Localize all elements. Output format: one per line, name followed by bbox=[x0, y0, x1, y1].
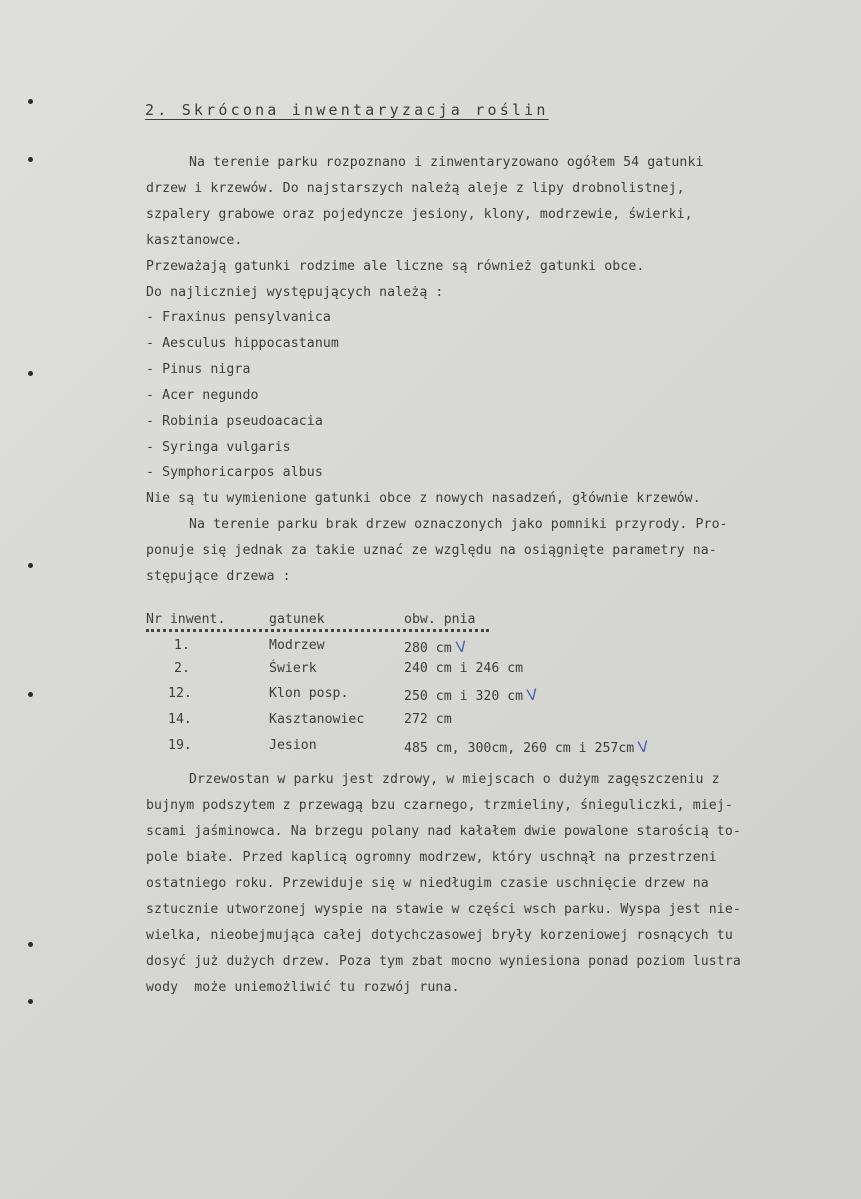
cell-obwod: 240 cm i 246 cm bbox=[404, 661, 524, 676]
dotted-divider bbox=[146, 629, 489, 632]
text-line: kasztanowce. bbox=[146, 233, 243, 248]
table-row bbox=[146, 686, 706, 706]
text-line: wielka, nieobejmująca całej dotychczasowej bryły korzeniowej rosnących tu bbox=[146, 928, 733, 943]
cell-gatunek: Świerk bbox=[269, 661, 317, 676]
text-line: drzew i krzewów. Do najstarszych należą aleje z lipy drobnolistnej, bbox=[146, 181, 685, 196]
table-row bbox=[146, 638, 706, 658]
species-list-item: - Acer negundo bbox=[146, 388, 259, 403]
table-row bbox=[146, 712, 706, 732]
cell-gatunek: Kasztanowiec bbox=[269, 712, 365, 727]
species-list-item: - Pinus nigra bbox=[146, 362, 251, 377]
text-line: Do najliczniej występujących należą : bbox=[146, 285, 444, 300]
punch-hole-mark bbox=[28, 99, 33, 104]
species-list-item: - Aesculus hippocastanum bbox=[146, 336, 339, 351]
header-gatunek: gatunek bbox=[269, 612, 325, 627]
text-line: wody może uniemożliwić tu rozwój runa. bbox=[146, 980, 460, 995]
cell-nr: 14. bbox=[168, 712, 192, 727]
cell-gatunek: Jesion bbox=[269, 738, 317, 753]
cell-nr: 1. bbox=[174, 638, 190, 653]
cell-obwod: 272 cm bbox=[404, 712, 452, 727]
text-line: szpalery grabowe oraz pojedyncze jesiony, klony, modrzewie, świerki, bbox=[146, 207, 693, 222]
text-line: Nie są tu wymienione gatunki obce z nowych nasadzeń, głównie krzewów. bbox=[146, 491, 701, 506]
cell-obwod: 280 cm bbox=[404, 641, 452, 656]
header-obwod: obw. pnia bbox=[404, 612, 476, 627]
cell-gatunek: Klon posp. bbox=[269, 686, 349, 701]
cell-nr: 19. bbox=[168, 738, 192, 753]
cell-obwod: 485 cm, 300cm, 260 cm i 257cm bbox=[404, 741, 635, 756]
cell-nr: 2. bbox=[174, 661, 190, 676]
punch-hole-mark bbox=[28, 371, 33, 376]
cell-obwod-wrap bbox=[404, 738, 649, 756]
table-row bbox=[146, 738, 706, 758]
text-line: ostatniego roku. Przewiduje się w niedługim czasie uschnięcie drzew na bbox=[146, 876, 709, 891]
text-line: dosyć już dużych drzew. Poza tym zbat mocno wyniesiona ponad poziom lustra bbox=[146, 954, 741, 969]
species-list-item: - Syringa vulgaris bbox=[146, 440, 291, 455]
text-line: sztucznie utworzonej wyspie na stawie w części wsch parku. Wyspa jest nie- bbox=[146, 902, 741, 917]
species-list-item: - Fraxinus pensylvanica bbox=[146, 310, 331, 325]
text-line: ponuje się jednak za takie uznać ze względu na osiągnięte parametry na- bbox=[146, 543, 717, 558]
handwritten-check-mark: V bbox=[525, 685, 539, 705]
header-nr: Nr inwent. bbox=[146, 612, 226, 627]
handwritten-check-mark: V bbox=[454, 637, 468, 657]
table-header bbox=[146, 612, 491, 636]
cell-obwod: 250 cm i 320 cm bbox=[404, 689, 524, 704]
text-line: Na terenie parku brak drzew oznaczonych jako pomniki przyrody. Pro- bbox=[189, 517, 728, 532]
text-line: bujnym podszytem z przewagą bzu czarnego, trzmieliny, śnieguliczki, miej- bbox=[146, 798, 733, 813]
text-line: Drzewostan w parku jest zdrowy, w miejscach o dużym zagęszczeniu z bbox=[189, 772, 720, 787]
section-title: 2. Skrócona inwentaryzacja roślin bbox=[145, 101, 549, 119]
text-line: stępujące drzewa : bbox=[146, 569, 291, 584]
text-line: Na terenie parku rozpoznano i zinwentaryzowano ogółem 54 gatunki bbox=[189, 155, 704, 170]
text-line: Przeważają gatunki rodzime ale liczne są również gatunki obce. bbox=[146, 259, 645, 274]
species-list-item: - Symphoricarpos albus bbox=[146, 465, 323, 480]
table-row bbox=[146, 661, 706, 681]
cell-gatunek: Modrzew bbox=[269, 638, 325, 653]
text-line: scami jaśminowca. Na brzegu polany nad kałałem dwie powalone starością to- bbox=[146, 824, 741, 839]
text-line: pole białe. Przed kaplicą ogromny modrzew, który uschnął na przestrzeni bbox=[146, 850, 717, 865]
species-list-item: - Robinia pseudoacacia bbox=[146, 414, 323, 429]
punch-hole-mark bbox=[28, 563, 33, 568]
cell-obwod-wrap bbox=[404, 638, 466, 656]
punch-hole-mark bbox=[28, 942, 33, 947]
punch-hole-mark bbox=[28, 692, 33, 697]
punch-hole-mark bbox=[28, 157, 33, 162]
cell-obwod-wrap bbox=[404, 686, 537, 704]
handwritten-check-mark: V bbox=[637, 737, 650, 757]
punch-hole-mark bbox=[28, 999, 33, 1004]
cell-nr: 12. bbox=[168, 686, 192, 701]
